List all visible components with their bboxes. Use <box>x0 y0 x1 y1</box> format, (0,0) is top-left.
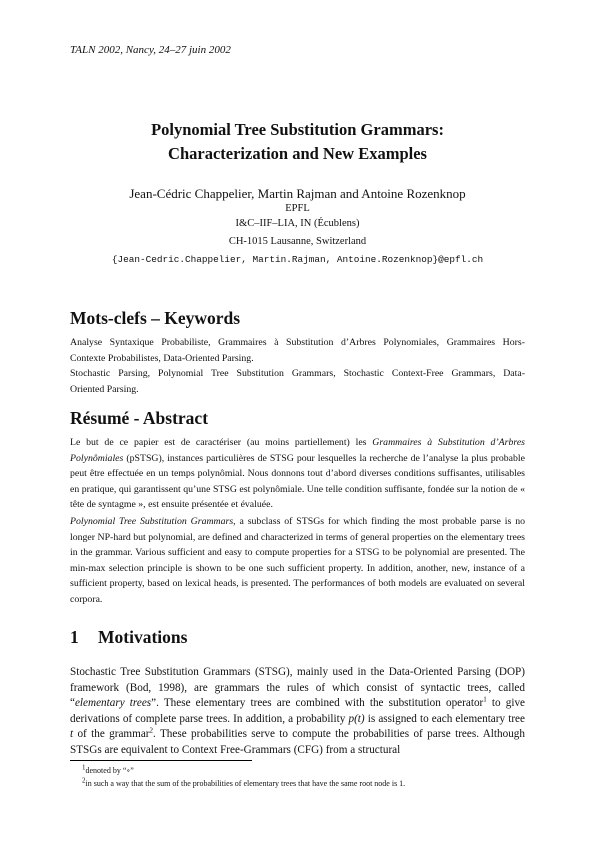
affiliation-line2: I&C–IIF–LIA, IN (Écublens) <box>235 218 360 229</box>
footnote-ref-2: 2 <box>149 726 154 735</box>
body-em: elementary trees <box>74 697 152 710</box>
section-number: 1 <box>70 627 79 647</box>
abstract-fr-text-a: Le but de ce papier est de caractériser (au moins partiellement) les <box>70 437 373 448</box>
footnote-rule <box>70 760 252 761</box>
footnote-2-text: in such a way that the sum of the probabilities of elementary trees that have the same root node is 1. <box>85 779 406 788</box>
section-heading <box>70 627 187 648</box>
keywords-fr-line1: Analyse Syntaxique Probabiliste, Grammaires à Substitution d’Arbres Polynomiales, Grammaires Hors- <box>70 337 525 348</box>
body-text-6: . These probabilities serve to compute the probabilities of parse trees. Although STSGs are equivalent to Context Free-Grammars (CFG) from a structural <box>70 728 525 756</box>
keywords-heading: Mots-clefs – Keywords <box>70 308 241 328</box>
paper-title-line1: Polynomial Tree Substitution Grammars: <box>151 120 444 139</box>
abstract-fr <box>70 435 525 513</box>
abstract-fr-em: Grammaires à Substitution d’Arbres Polynômiales <box>70 437 525 464</box>
footnote-2 <box>82 777 405 790</box>
keywords-en-line2: Oriented Parsing. <box>70 383 139 395</box>
paper-title-line2: Characterization and New Examples <box>168 144 427 163</box>
footnote-1 <box>82 764 134 777</box>
keywords-block <box>70 335 525 397</box>
keywords-en-line1: Stochastic Parsing, Polynomial Tree Substitution Grammars, Stochastic Context-Free Grammars, Data- <box>70 368 525 380</box>
footnote-ref-1: 1 <box>483 695 487 704</box>
keywords-fr-line2: Contexte Probabilistes, Data-Oriented Parsing. <box>70 352 254 364</box>
abstract-en <box>70 514 525 608</box>
authors: Jean-Cédric Chappelier, Martin Rajman and Antoine Rozenknop <box>129 186 466 201</box>
footnote-1-text: denoted by “∘” <box>85 766 134 775</box>
body-text-4: is assigned to each elementary tree <box>364 712 525 725</box>
math-t: t <box>70 728 74 741</box>
section-body <box>70 665 525 759</box>
author-emails: {Jean-Cedric.Chappelier, Martin.Rajman, Antoine.Rozenknop}@epfl.ch <box>111 254 484 265</box>
abstract-heading: Résumé - Abstract <box>70 408 209 428</box>
footnote-1-mark: 1 <box>82 763 86 772</box>
running-header: TALN 2002, Nancy, 24–27 juin 2002 <box>70 44 231 56</box>
abstract-en-em: Polynomial Tree Substitution Grammars <box>70 516 234 527</box>
section-title: Motivations <box>98 627 188 647</box>
footnote-2-mark: 2 <box>82 776 86 785</box>
body-text-1: Stochastic Tree Substitution Grammars (STSG), mainly used in the Data-Oriented Parsing (DOP) framework (Bod, 1998), are grammars the rules of which consist of syntactic trees, called “ <box>70 666 525 710</box>
abstract-fr-text-b: (pSTSG), instances particulières de STSG pour lesquelles la recherche de l’analyse la plus probable peut être effectuée en un temps polynômial. Nous donnons tout d’abord diverses conditions suffisantes, utilisables en pratique, qui garantissent qu’une STSG est polynômiale. Une telle condition suffisante, fondée sur la notion de « tête de syntagme », est ensuite présentée et évaluée. <box>70 452 525 511</box>
body-text-2: ”. These elementary trees are combined with the substitution operator <box>151 697 484 710</box>
body-text-5: of the grammar <box>73 728 150 741</box>
affiliation-line1: EPFL <box>285 203 310 214</box>
abstract-en-text: , a subclass of STSGs for which finding the most probable parse is no longer NP-hard but polynomial, are defined and characterized in terms of general properties on the elementary trees in the grammar. Various sufficient and easy to compute properties for a STSG to be polynomial are presented. The min-max selection principle is shown to be one such sufficient property. In addition, another, new, instance of a sufficient property, based on lexical heads, is presented. The performances of both models are evaluated on several corpora. <box>70 516 526 605</box>
affiliation-line3: CH-1015 Lausanne, Switzerland <box>228 236 367 247</box>
math-p-of-t: p(t) <box>348 712 365 725</box>
body-text-3: to give derivations of complete parse trees. In addition, a probability <box>70 697 525 725</box>
